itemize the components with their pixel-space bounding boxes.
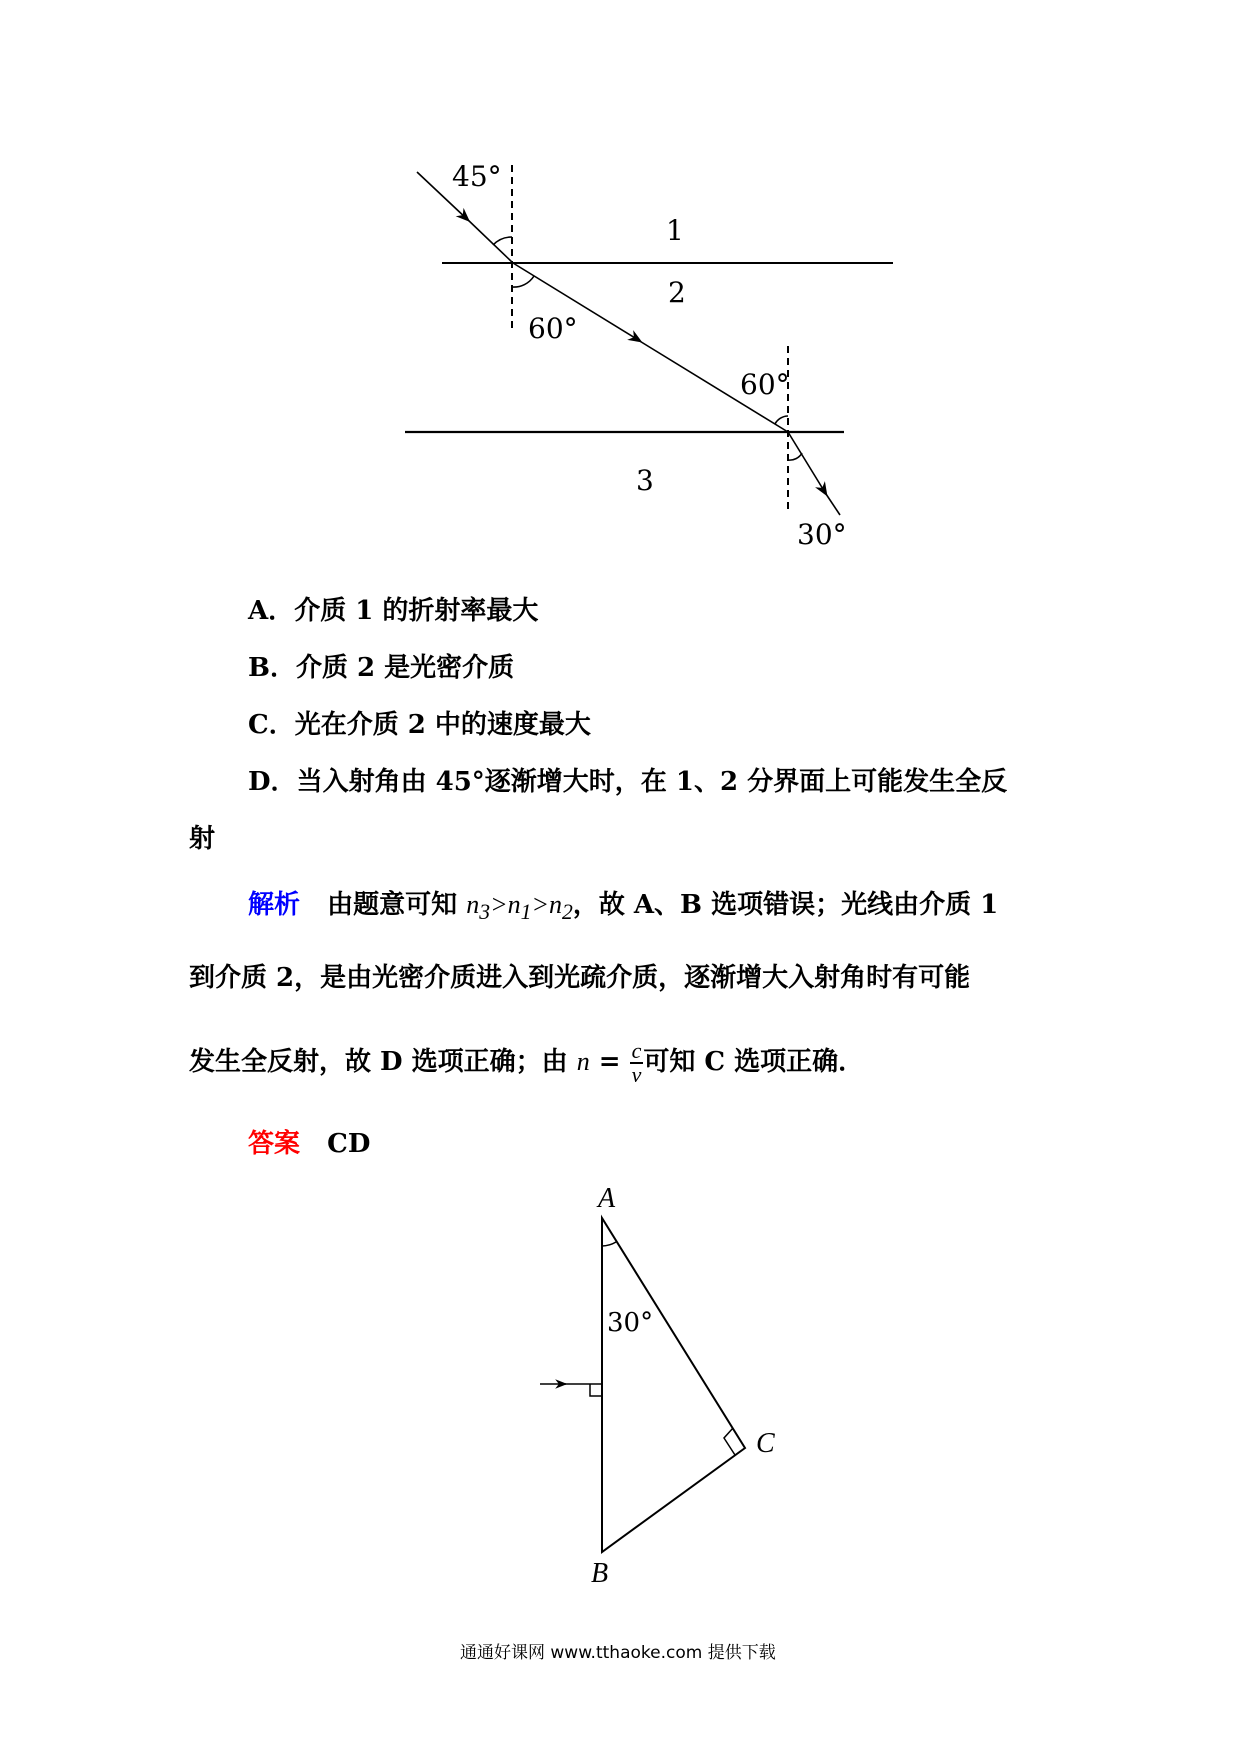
angle-arc-60-b xyxy=(775,416,788,424)
option-c: C．光在介质 2 中的速度最大 xyxy=(248,710,591,740)
analysis-line-3: 发生全反射，故 D 选项正确；由 n = $\frac{c}{v}$ 可知 C 选项正确． xyxy=(189,1038,865,1087)
analysis-line-1: 解析 由题意可知 $n_3>n_1>n_2$，故 A、B 选项错误；光线由介质 1 xyxy=(248,890,999,925)
prism-triangle xyxy=(602,1218,745,1552)
angle-a-label: 30° xyxy=(607,1308,654,1338)
label-60-a: 60° xyxy=(528,312,578,345)
angle-arc-45 xyxy=(493,237,512,245)
formula-fraction: $\frac{c}{v}$ xyxy=(631,1038,642,1087)
angle-arc-30 xyxy=(788,453,802,460)
vertex-b-label: B xyxy=(591,1558,609,1589)
answer-label: 答案 xyxy=(248,1129,301,1159)
angle-arc-a xyxy=(602,1242,616,1246)
right-angle-c xyxy=(724,1428,735,1455)
answer-line xyxy=(248,1123,370,1160)
analysis-line-2: 到介质 2，是由光密介质进入到光疏介质，逐渐增大入射角时有可能 xyxy=(189,963,971,993)
vertex-c-label: C xyxy=(756,1428,775,1459)
label-medium-3: 3 xyxy=(636,464,654,497)
angle-arc-60-a xyxy=(512,276,534,287)
label-medium-2: 2 xyxy=(668,276,686,309)
label-60-b: 60° xyxy=(740,368,790,401)
analysis-label: 解析 xyxy=(248,890,301,920)
right-angle-incident xyxy=(590,1384,602,1396)
vertex-a-label: A xyxy=(598,1183,616,1214)
refraction-diagram xyxy=(0,0,1240,620)
label-medium-1: 1 xyxy=(666,214,684,247)
label-30: 30° xyxy=(797,518,847,551)
refracted-ray-2 xyxy=(788,432,826,494)
answer-value: CD xyxy=(327,1129,371,1159)
option-b: B．介质 2 是光密介质 xyxy=(248,653,515,683)
option-d-continued: 射 xyxy=(189,824,216,854)
option-d: D．当入射角由 45°逐渐增大时，在 1、2 分界面上可能发生全反 xyxy=(248,767,1008,797)
footer-watermark: 通通好课网 www.tthaoke.com 提供下载 xyxy=(460,1643,776,1663)
option-a: A．介质 1 的折射率最大 xyxy=(248,596,539,626)
label-45: 45° xyxy=(452,160,502,193)
